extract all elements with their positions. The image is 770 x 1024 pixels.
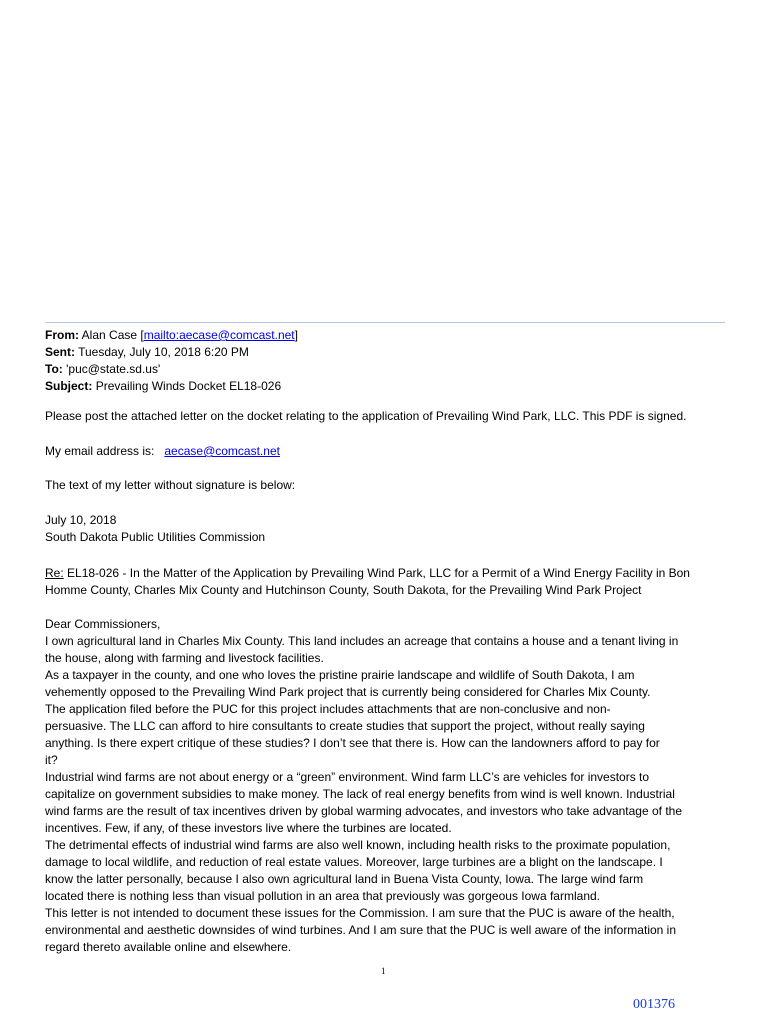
body-line: capitalize on government subsidies to make money. The lack of real energy benefits from wind is well known. Industrial — [45, 787, 675, 801]
body-line: persuasive. The LLC can afford to hire consultants to create studies that support the project, without really saying — [45, 719, 645, 733]
body-line: vehemently opposed to the Prevailing Wind Park project that is currently being considered for Charles Mix County. — [45, 685, 651, 699]
body-line: As a taxpayer in the county, and one who loves the pristine prairie landscape and wildlife of South Dakota, I am — [45, 668, 635, 682]
body-line: Industrial wind farms are not about energy or a “green” environment. Wind farm LLC’s are vehicles for investors to — [45, 770, 650, 784]
email-header — [45, 327, 735, 395]
body-line: know the latter personally, because I also own agricultural land in Buena Vista County, Iowa. The large wind farm — [45, 872, 644, 886]
body-line: regard thereto available online and elsewhere. — [45, 940, 292, 954]
body-line: The detrimental effects of industrial wind farms are also well known, including health risks to the proximate population, — [45, 838, 671, 852]
body-line: The application filed before the PUC for this project includes attachments that are non-conclusive and non- — [45, 702, 611, 716]
re-label: Re: — [45, 566, 64, 580]
letter-recipient: South Dakota Public Utilities Commission — [45, 530, 266, 544]
email-address-link[interactable]: aecase@comcast.net — [164, 444, 280, 458]
salutation: Dear Commissioners, — [45, 617, 161, 631]
page-number: 1 — [381, 966, 386, 976]
body-line: damage to local wildlife, and reduction of real estate values. Moreover, large turbines are a blight on the landscape. I — [45, 855, 663, 869]
body-line: environmental and aesthetic downsides of wind turbines. And I am sure that the PUC is well aware of the information in — [45, 923, 677, 937]
body-line: located there is nothing less than visual pollution in an area that previously was gorgeous Iowa farmland. — [45, 889, 600, 903]
from-line: From: Alan Case [mailto:aecase@comcast.net] — [45, 328, 298, 342]
re-line: Re: EL18-026 - In the Matter of the Application by Prevailing Wind Park, LLC for a Permit of a Wind Energy Facility in Bon Homme County, Charles Mix County and Hutchinson County, South Dakota, for the Prevailing Wind Park Project — [45, 566, 690, 597]
subject-line: Subject: Prevailing Winds Docket EL18-026 — [45, 379, 282, 393]
body-line: anything. Is there expert critique of these studies? I don’t see that there is. How can the landowners afford to pay for — [45, 736, 660, 750]
body-line: This letter is not intended to document these issues for the Commission. I am sure that the PUC is aware of the health, — [45, 906, 675, 920]
letter-body — [45, 616, 735, 956]
body-line: I own agricultural land in Charles Mix County. This land includes an acreage that contains a house and a tenant living in — [45, 634, 679, 648]
document-id: 001376 — [633, 997, 675, 1012]
to-line: To: 'puc@state.sd.us' — [45, 362, 161, 376]
letter-address — [45, 512, 735, 546]
intro-paragraph: Please post the attached letter on the docket relating to the application of Prevailing Wind Park, LLC. This PDF is signed. — [45, 409, 687, 423]
email-address-line: My email address is: aecase@comcast.net — [45, 444, 280, 458]
body-line: it? — [45, 753, 58, 767]
letter-intro: The text of my letter without signature is below: — [45, 478, 296, 492]
header-divider — [45, 322, 725, 323]
from-mailto-link[interactable]: mailto:aecase@comcast.net — [143, 328, 295, 342]
body-line: the house, along with farming and livestock facilities. — [45, 651, 324, 665]
body-line: wind farms are the result of tax incentives driven by global warming advocates, and investors who take advantage of the — [45, 804, 683, 818]
sent-line: Sent: Tuesday, July 10, 2018 6:20 PM — [45, 345, 249, 359]
letter-date: July 10, 2018 — [45, 513, 117, 527]
body-line: incentives. Few, if any, of these investors live where the turbines are located. — [45, 821, 452, 835]
